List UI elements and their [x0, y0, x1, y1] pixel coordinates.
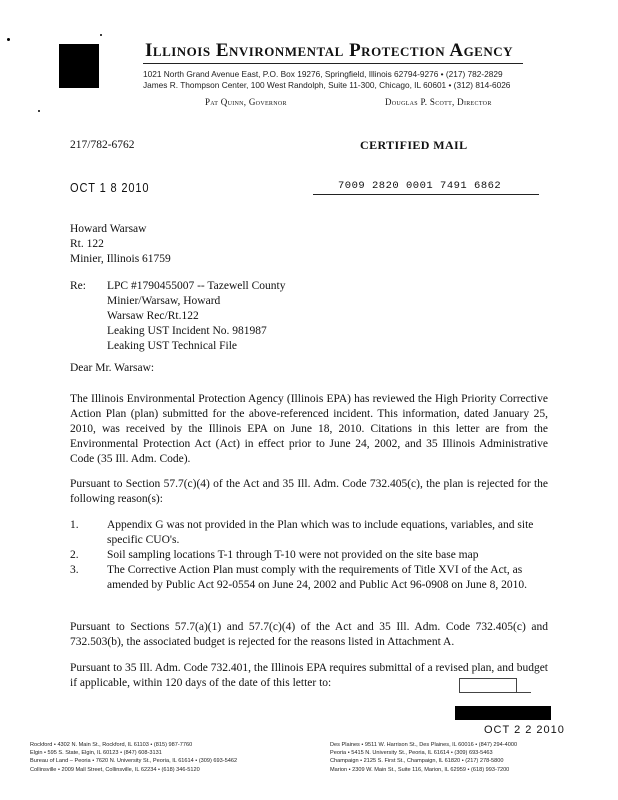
- body-paragraph-3: Pursuant to Sections 57.7(a)(1) and 57.7(c)(4) of the Act and 35 Ill. Adm. Code 732.405(c) and 732.503(b), the associated budget is rejected for the reasons listed in Attachment A.: [70, 621, 548, 648]
- addressee-block: [70, 222, 171, 267]
- addressee-street: Rt. 122: [70, 238, 104, 250]
- re-line: Leaking UST Technical File: [107, 340, 238, 352]
- re-label: Re:: [70, 280, 86, 292]
- footer-office: Bureau of Land – Peoria • 7620 N. University St., Peoria, IL 61614 • (309) 693-5462: [30, 758, 238, 765]
- addressee-name: Howard Warsaw: [70, 223, 147, 235]
- footer-office: Des Plaines • 9511 W. Harrison St., Des Plaines, IL 60016 • (847) 294-4000: [330, 742, 518, 748]
- footer-office: Rockford • 4302 N. Main St., Rockford, IL 61103 • (815) 987-7760: [30, 742, 193, 748]
- body-paragraph-1: The Illinois Environmental Protection Agency (Illinois EPA) has reviewed the High Priority Corrective Action Plan (plan) submitted for the above-referenced incident. This information, dated January 25, 2010, was received by the Illinois EPA on June 18, 2010. Citations in this letter are from the Environmental Protection Act (Act) in effect prior to June 24, 2002, and 35 Illinois Administrative Code (35 Ill. Adm. Code).: [70, 393, 548, 465]
- footer-offices-right: [330, 741, 517, 774]
- body-paragraph-4: Pursuant to 35 Ill. Adm. Code 732.401, the Illinois EPA requires submittal of a revised plan, and budget if applicable, within 120 days of the date of this letter to:: [70, 662, 548, 689]
- footer-office: Elgin • 595 S. State, Elgin, IL 60123 • (847) 608-3131: [30, 750, 162, 757]
- footer-office: Collinsville • 2009 Mall Street, Collinsville, IL 62234 • (618) 346-5120: [30, 766, 200, 773]
- received-stamp-box: [459, 678, 517, 693]
- reason-text: Soil sampling locations T-1 through T-10 were not provided on the site base map: [107, 549, 479, 561]
- scan-speck: [38, 110, 40, 112]
- reason-text: The Corrective Action Plan must comply with the requirements of Title XVI of the Act, as amended by Public Act 92-0554 on June 24, 2002 and Public Act 96-0908 on June 8, 2010.: [107, 564, 528, 591]
- tracking-underline: [313, 194, 539, 195]
- redacted-logo: [59, 44, 99, 88]
- scan-speck: [100, 34, 102, 36]
- re-line: LPC #1790455007 -- Tazewell County: [107, 280, 286, 292]
- phone-number: 217/782-6762: [70, 139, 135, 151]
- addressee-city: Minier, Illinois 61759: [70, 253, 171, 265]
- director-name: Douglas P. Scott, Director: [385, 97, 492, 107]
- letter-date: OCT 1 8 2010: [70, 180, 150, 195]
- address-line-1: 1021 North Grand Avenue East, P.O. Box 19276, Springfield, Illinois 62794-9276 • (217) 782-2829: [143, 69, 503, 79]
- redaction-bar: [455, 706, 551, 720]
- footer-office: Peoria • 5415 N. University St., Peoria, IL 61614 • (309) 693-5463: [330, 750, 493, 757]
- footer-office: Champaign • 2125 S. First St., Champaign, IL 61820 • (217) 278-5800: [330, 758, 504, 765]
- reason-number: 3.: [70, 564, 79, 576]
- letterhead-divider: [143, 63, 523, 64]
- footer-offices-left: [30, 741, 237, 774]
- re-line: Leaking UST Incident No. 981987: [107, 325, 267, 337]
- body-paragraph-2: Pursuant to Section 57.7(c)(4) of the Act and 35 Ill. Adm. Code 732.405(c), the plan is rejected for the following reason(s):: [70, 478, 548, 505]
- address-line-2: James R. Thompson Center, 100 West Randolph, Suite 11-300, Chicago, IL 60601 • (312) 814-6026: [143, 80, 511, 90]
- tracking-number: 7009 2820 0001 7491 6862: [338, 180, 502, 192]
- reason-number: 2.: [70, 549, 79, 561]
- received-stamp-rule: [459, 692, 531, 693]
- reason-number: 1.: [70, 519, 79, 531]
- footer-office: Marion • 2309 W. Main St., Suite 116, Marion, IL 62959 • (618) 993-7200: [330, 766, 510, 773]
- re-line: Minier/Warsaw, Howard: [107, 295, 221, 307]
- reason-text: Appendix G was not provided in the Plan which was to include equations, variables, and site specific CUO's.: [107, 519, 534, 546]
- received-date-stamp: OCT 2 2 2010: [484, 724, 565, 736]
- salutation: Dear Mr. Warsaw:: [70, 362, 155, 374]
- scan-speck: [7, 38, 10, 41]
- mail-type: CERTIFIED MAIL: [360, 138, 468, 152]
- re-block: [107, 279, 286, 354]
- agency-name: Illinois Environmental Protection Agency: [145, 40, 514, 61]
- governor-name: Pat Quinn, Governor: [205, 97, 287, 107]
- re-line: Warsaw Rec/Rt.122: [107, 310, 199, 322]
